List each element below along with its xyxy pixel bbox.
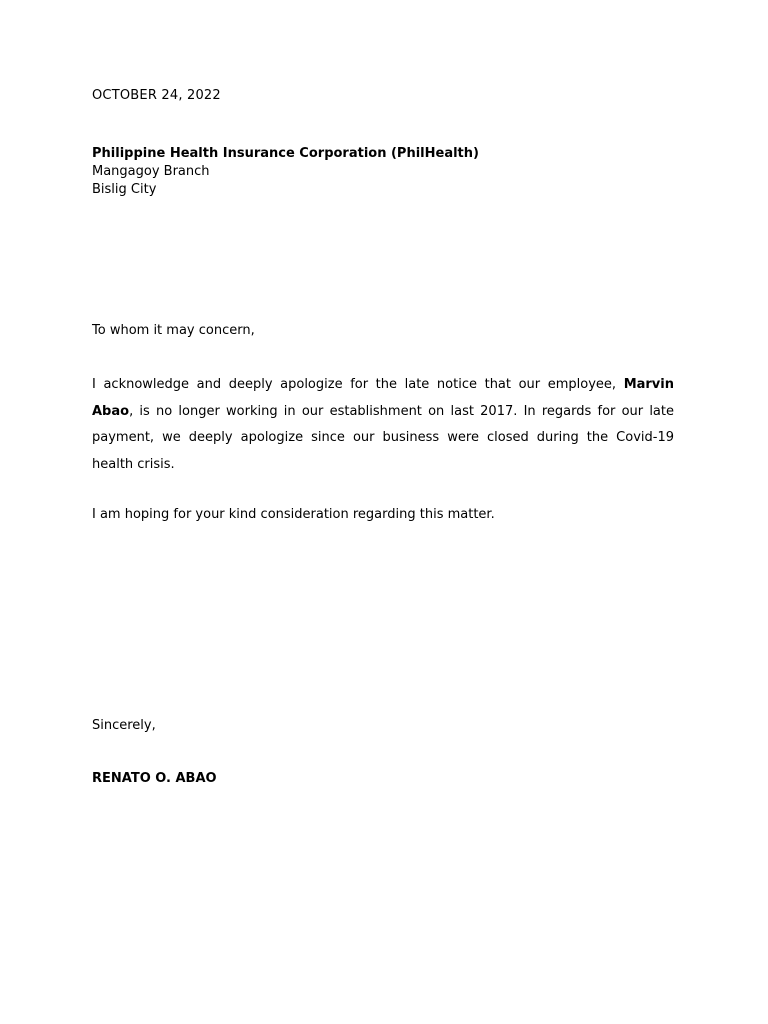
body-paragraph xyxy=(92,372,674,478)
recipient-organization: Philippine Health Insurance Corporation (PhilHealth) xyxy=(92,146,479,161)
signatory-name: RENATO O. ABAO xyxy=(92,771,217,786)
employee-name: Marvin Abao xyxy=(92,377,674,419)
recipient-address xyxy=(92,145,479,199)
body-text-part1: I acknowledge and deeply apologize for the late notice that our employee, xyxy=(92,377,624,392)
recipient-city: Bislig City xyxy=(92,182,157,197)
salutation: To whom it may concern, xyxy=(92,323,255,338)
signoff: Sincerely, xyxy=(92,718,156,733)
recipient-branch: Mangagoy Branch xyxy=(92,164,210,179)
closing-paragraph: I am hoping for your kind consideration regarding this matter. xyxy=(92,507,495,522)
letter-date: OCTOBER 24, 2022 xyxy=(92,88,221,103)
body-text-part2: , is no longer working in our establishment on last 2017. In regards for our late payment, we deeply apologize since our business were closed during the Covid-19 health crisis. xyxy=(92,403,674,472)
